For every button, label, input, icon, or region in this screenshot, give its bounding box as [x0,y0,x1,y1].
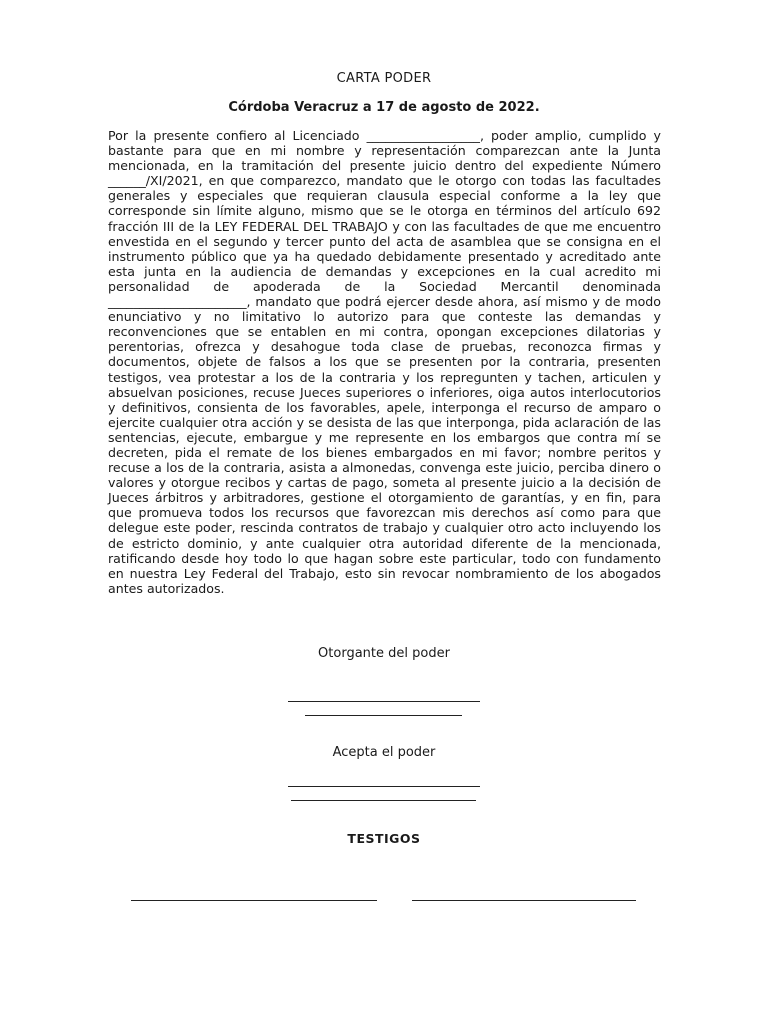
testigo-2-signature-line [412,900,636,901]
testigo-1-signature-line [131,900,377,901]
document-title: CARTA PODER [336,71,432,86]
body-paragraph: Por la presente confiero al Licenciado __________________, poder amplio, cumplido y bastante para que en mi nombre y representación comparezcan ante la Junta mencionada, en la tramitación del presente juicio dentro del expediente Número ______/XI/2021, en que comparezco, mandato que le otorgo con todas las facultades generales y especiales que requieran clausula especial conforme a la ley que corresponde sin límite alguno, mismo que se le otorga en términos del artículo 692 fracción III de la LEY FEDERAL DEL TRABAJO y con las facultades de que me encuentro envestida en el segundo y tercer punto del acta de asamblea que se consigna en el instrumento público que ya ha quedado debidamente presentado y acreditado ante esta junta en la audiencia de demandas y excepciones en la cual acredito mi personalidad de apoderada de la Sociedad Mercantil denominada ______________________, mandato que podrá ejercer desde ahora, así mismo y de modo enunciativo y no limitativo lo autorizo para que conteste las demandas y reconvenciones que se entablen en mi contra, opongan excepciones dilatorias y perentorias, ofrezca y desahogue toda clase de pruebas, reconozca firmas y documentos, objete de falsos a los que se presenten por la contraria, presenten testigos, vea protestar a los de la contraria y los repregunten y tachen, articulen y absuelvan posiciones, recuse Jueces superiores o inferiores, oiga autos interlocutorios y definitivos, consienta de los favorables, apele, interponga el recurso de amparo o ejercite cualquier otra acción y se desista de las que interponga, pida aclaración de las sentencias, ejecute, embargue y me represente en los embargos que contra mí se decreten, pida el remate de los bienes embargados en mi favor; nombre peritos y recuse a los de la contraria, asista a almonedas, convenga este juicio, perciba dinero o valores y otorgue recibos y cartas de pago, sometа al presente juicio a la decisión de Jueces árbitros y arbitradores, gestione el otorgamiento de garantías, y en fin, para que promueva todos los recursos que favorezcan mis derechos así como para que delegue este poder, rescinda contratos de trabajo y cualquier otro acto incluyendo los de estricto dominio, y ante cualquier otra autoridad diferente de la mencionada, ratificando desde hoy todo lo que hagan sobre este particular, todo con fundamento en nuestra Ley Federal del Trabajo, esto sin revocar nombramiento de los abogados antes autorizados. [108,128,661,596]
date-line: Córdoba Veracruz a 17 de agosto de 2022. [228,100,540,115]
acepta-signature-line [288,786,480,787]
otorgante-signature-line [288,701,480,702]
testigos-heading: TESTIGOS [347,831,421,846]
acepta-name-line [291,800,476,801]
otorgante-label: Otorgante del poder [318,646,450,661]
otorgante-name-line [305,715,462,716]
acepta-label: Acepta el poder [332,745,436,760]
